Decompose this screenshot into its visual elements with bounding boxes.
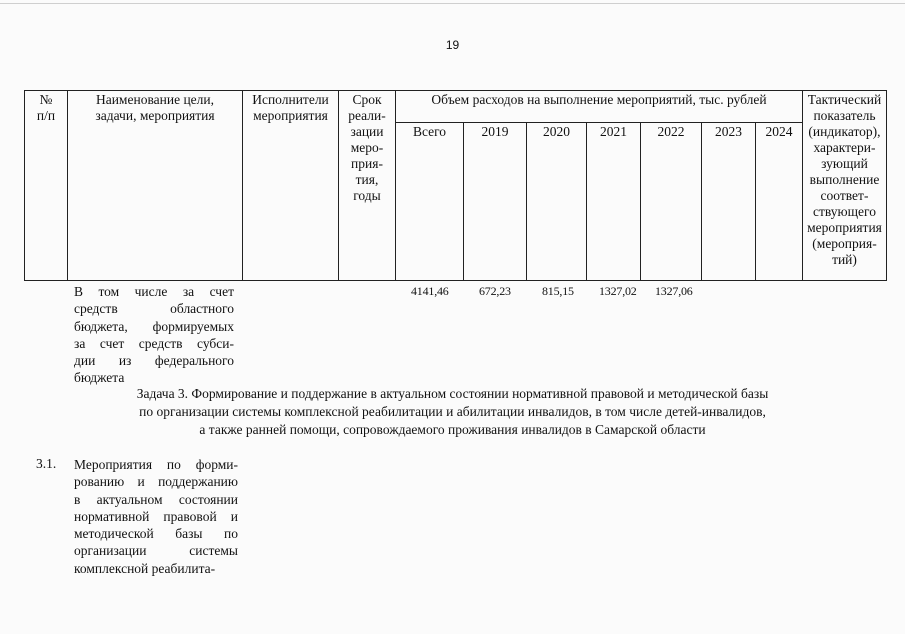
item-line: методической базы по [74,526,238,542]
funding-total-value: 4141,46 [411,284,449,298]
item-line: рованию и поддержанию [74,474,238,490]
item-3-1-description [74,456,238,577]
funding-2022-value: 1327,06 [655,284,693,298]
col-header-2021: 2021 [587,123,641,281]
item-line: Мероприятия по форми- [74,457,238,472]
funding-line: бюджета, формируемых [74,318,234,334]
col-header-2023: 2023 [702,123,756,281]
funding-2020-value: 815,15 [542,284,574,298]
col-header-executors: Исполнители мероприятия [243,91,339,281]
col-header-indicator: Тактический показатель (индикатор), характери- зующий выполнение соответ- ствующего мероприятия (мероприя- тий) [803,91,887,281]
item-line: в актуальном состоянии [74,491,238,507]
table-header [24,90,887,281]
col-header-term: Срок реали- зации меро- прия- тия, годы [339,91,396,281]
funding-2019-value: 672,23 [479,284,511,298]
funding-line: дии из федерального [74,353,234,369]
item-line: комплексной реабилита- [74,560,216,576]
item-line: организации системы [74,543,238,559]
funding-2021-value: 1327,02 [599,284,637,298]
item-line: нормативной правовой и [74,508,238,524]
col-header-number: № п/п [25,91,68,281]
col-header-name: Наименование цели, задачи, мероприятия [68,91,243,281]
scan-top-edge [0,3,905,4]
col-header-budget: Объем расходов на выполнение мероприятий, тыс. рублей [396,91,803,123]
funding-line: за счет средств субси- [74,335,234,351]
col-header-2019: 2019 [464,123,527,281]
funding-line: средств областного [74,301,234,317]
col-header-2024: 2024 [756,123,803,281]
col-header-total: Всего [396,123,464,281]
task-3-title: Задача 3. Формирование и поддержание в актуальном состоянии нормативной правовой и методической базы по организации системы комплексной реабилитации и абилитации инвалидов, в том числе детей-инвалидов, а также ранней помощи, сопровождаемого проживания инвалидов в Самарской области [136,386,769,437]
funding-line: бюджета [74,370,125,386]
col-header-2020: 2020 [527,123,587,281]
page-number: 19 [445,38,460,52]
col-header-2022: 2022 [641,123,702,281]
item-3-1-number: 3.1. [36,456,57,471]
funding-row-description [74,283,234,387]
funding-line: В том числе за счет [74,284,234,299]
